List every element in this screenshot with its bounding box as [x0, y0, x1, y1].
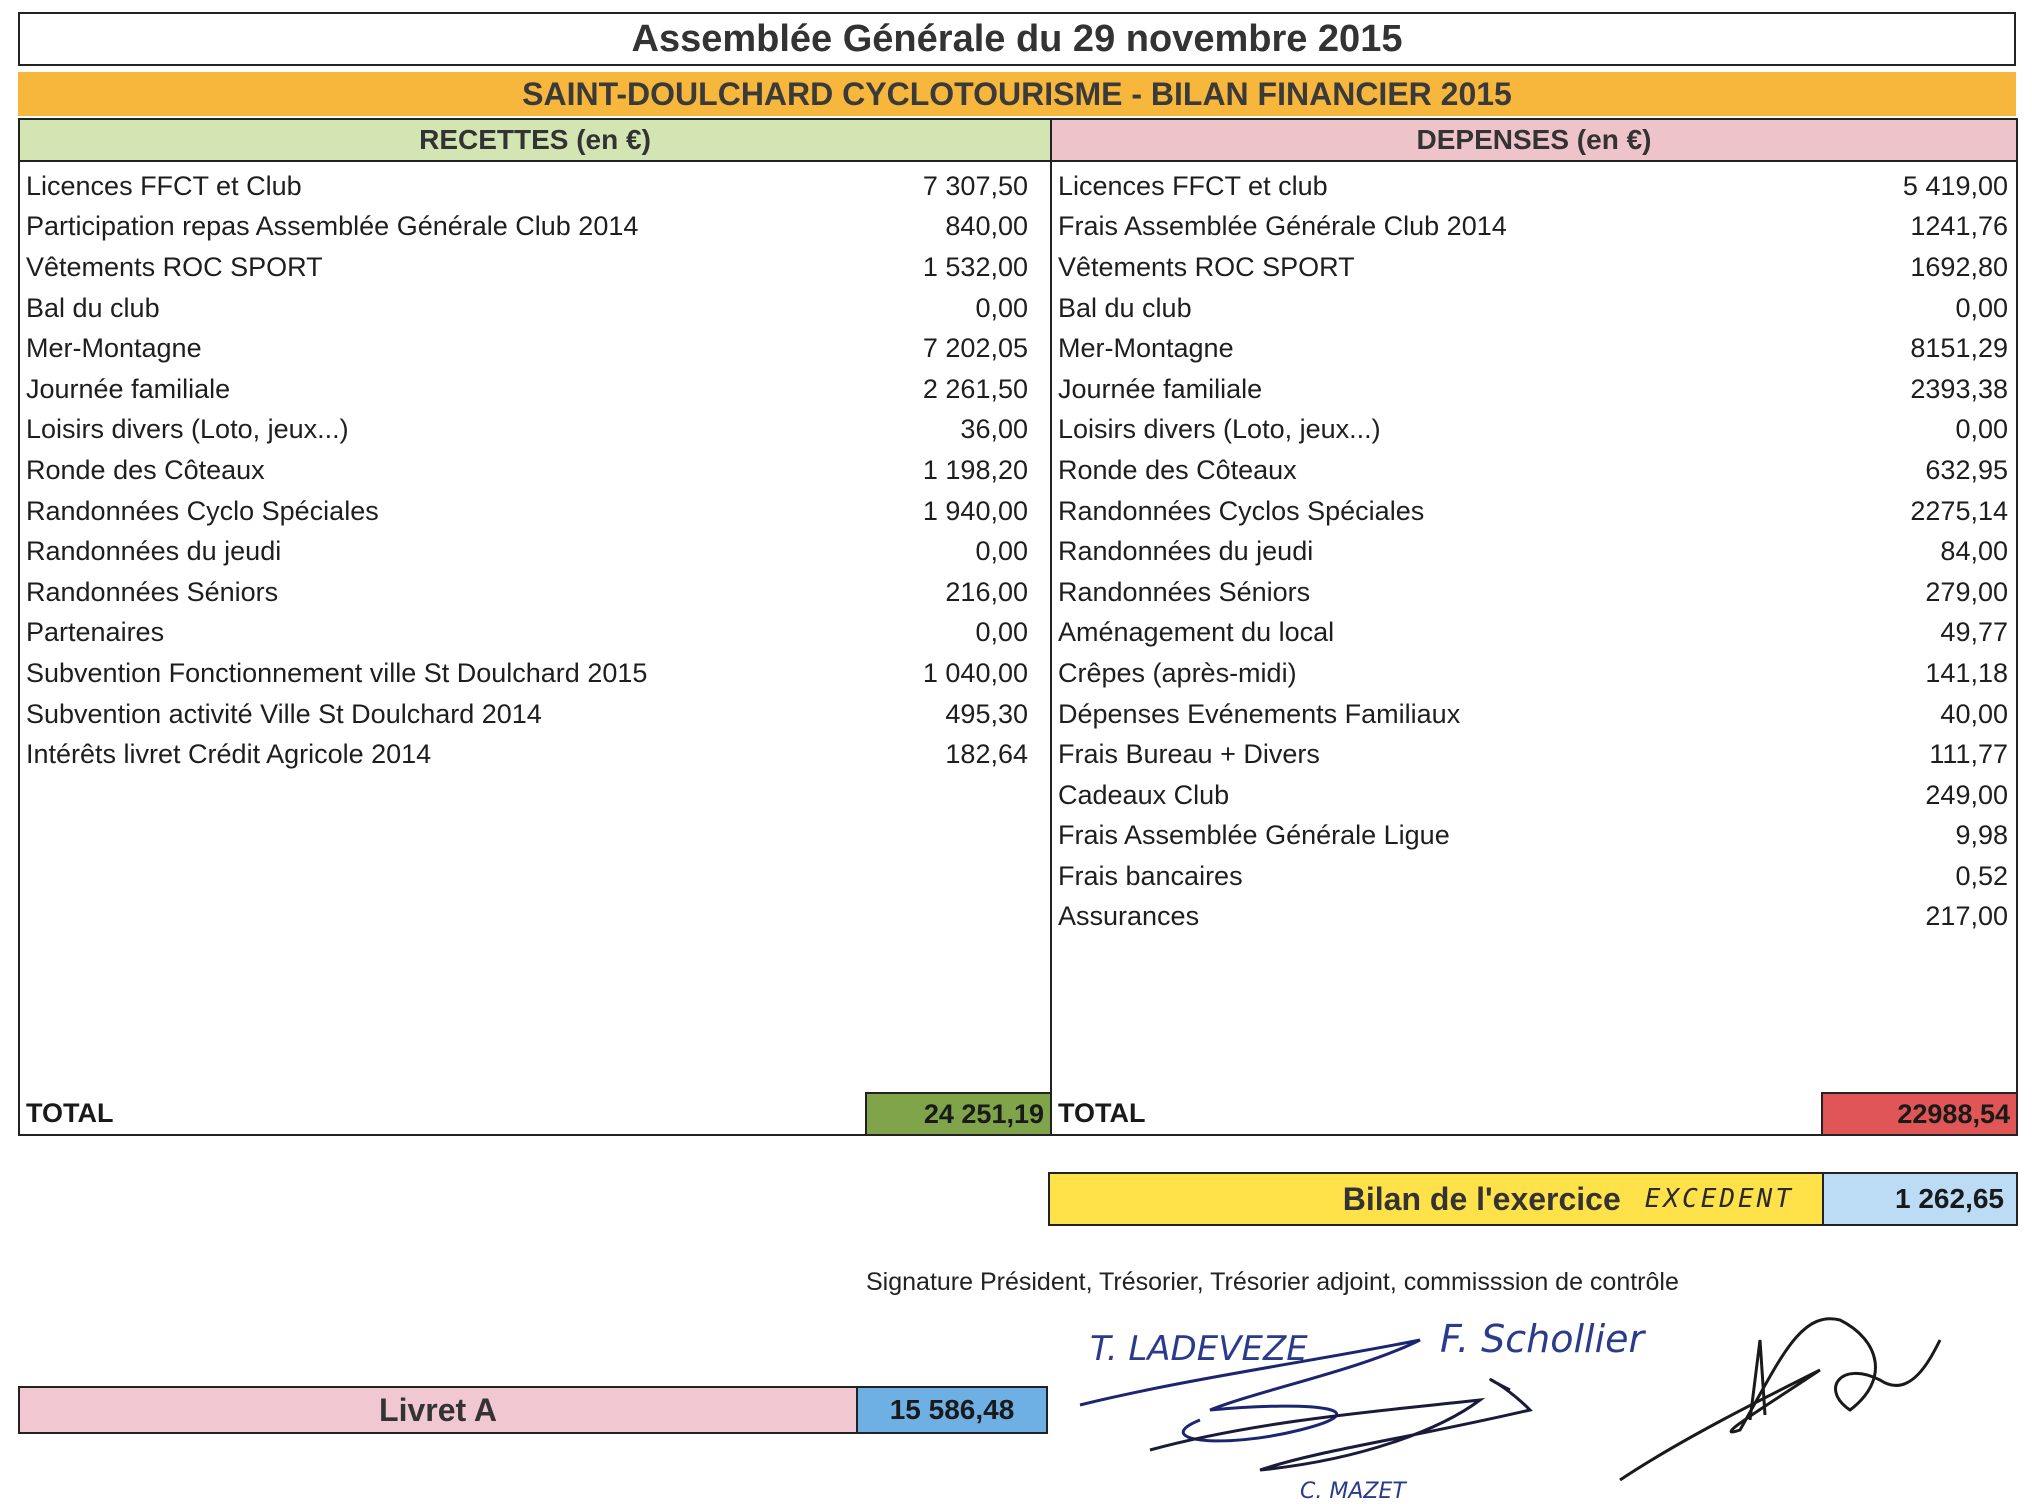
depenses-row	[1052, 166, 2016, 207]
signature-caption: Signature Président, Trésorier, Trésorier adjoint, commisssion de contrôle	[866, 1268, 1679, 1296]
recettes-row-label: Randonnées Séniors	[26, 576, 279, 607]
recettes-row	[20, 653, 1050, 694]
recettes-row-label: Bal du club	[26, 292, 160, 323]
depenses-row	[1052, 694, 2016, 735]
depenses-row-label: Assurances	[1058, 901, 1200, 932]
recettes-row-label: Vêtements ROC SPORT	[26, 251, 323, 282]
depenses-row-value: 49,77	[1940, 617, 2008, 648]
recettes-row-value: 2 261,50	[922, 373, 1028, 404]
depenses-row	[1052, 572, 2016, 613]
depenses-row-label: Dépenses Evénements Familiaux	[1058, 698, 1461, 729]
depenses-row-value: 84,00	[1940, 536, 2008, 567]
recettes-row-label: Journée familiale	[26, 373, 231, 404]
recettes-row-value: 1 940,00	[922, 495, 1028, 526]
depenses-row-label: Frais bancaires	[1058, 860, 1243, 891]
depenses-row	[1052, 328, 2016, 369]
recettes-row-label: Licences FFCT et Club	[26, 170, 302, 201]
bilan-handwritten-note: EXCEDENT	[1644, 1184, 1794, 1214]
livret-value: 15 586,48	[856, 1388, 1046, 1432]
recettes-row	[20, 207, 1050, 248]
depenses-row	[1052, 531, 2016, 572]
bilan-exercice-box	[1048, 1172, 2018, 1226]
recettes-total-value: 24 251,19	[865, 1092, 1050, 1134]
recettes-column	[20, 120, 1052, 1134]
depenses-row	[1052, 816, 2016, 857]
depenses-row-label: Frais Assemblée Générale Ligue	[1058, 820, 1450, 851]
depenses-row-label: Mer-Montagne	[1058, 333, 1234, 364]
signature-scribble-2	[1150, 1380, 1530, 1470]
depenses-heading: DEPENSES (en €)	[1052, 120, 2016, 162]
recettes-row	[20, 288, 1050, 329]
depenses-row-value: 8151,29	[1910, 333, 2008, 364]
depenses-row-value: 5 419,00	[1902, 170, 2008, 201]
recettes-row	[20, 491, 1050, 532]
recettes-row-label: Randonnées du jeudi	[26, 536, 282, 567]
depenses-row	[1052, 207, 2016, 248]
depenses-row-value: 217,00	[1925, 901, 2008, 932]
signature-name-2: F. Schollier	[1440, 1317, 1645, 1361]
recettes-row-label: Ronde des Côteaux	[26, 454, 265, 485]
bilan-label: Bilan de l'exercice	[1342, 1180, 1621, 1217]
recettes-row	[20, 531, 1050, 572]
recettes-row-value: 7 202,05	[922, 333, 1028, 364]
depenses-row-label: Journée familiale	[1058, 373, 1263, 404]
recettes-row-label: Loisirs divers (Loto, jeux...)	[26, 414, 349, 445]
signature-name-1: T. LADEVEZE	[1090, 1329, 1308, 1369]
depenses-rows	[1052, 162, 2016, 937]
recettes-total-row	[20, 1092, 1050, 1134]
depenses-row-label: Crêpes (après-midi)	[1058, 657, 1297, 688]
depenses-row	[1052, 247, 2016, 288]
recettes-row	[20, 328, 1050, 369]
depenses-row-label: Ronde des Côteaux	[1058, 454, 1297, 485]
recettes-heading: RECETTES (en €)	[20, 120, 1050, 162]
document-title: Assemblée Générale du 29 novembre 2015	[18, 12, 2016, 66]
depenses-row	[1052, 897, 2016, 938]
signature-scribble-3	[1620, 1319, 1940, 1480]
depenses-row-label: Loisirs divers (Loto, jeux...)	[1058, 414, 1381, 445]
depenses-row-value: 0,52	[1955, 860, 2008, 891]
recettes-row	[20, 734, 1050, 775]
depenses-row-label: Frais Bureau + Divers	[1058, 739, 1320, 770]
recettes-row	[20, 694, 1050, 735]
bilan-value: 1 262,65	[1822, 1174, 2016, 1224]
depenses-row-value: 249,00	[1925, 779, 2008, 810]
recettes-row-label: Subvention Fonctionnement ville St Doulchard 2015	[26, 657, 648, 688]
recettes-row-value: 840,00	[945, 211, 1028, 242]
depenses-row	[1052, 288, 2016, 329]
depenses-column	[1052, 120, 2016, 1134]
depenses-row-value: 2393,38	[1910, 373, 2008, 404]
recettes-row	[20, 166, 1050, 207]
recettes-row-value: 216,00	[945, 576, 1028, 607]
depenses-row-label: Licences FFCT et club	[1058, 170, 1328, 201]
depenses-row	[1052, 410, 2016, 451]
depenses-row-value: 1241,76	[1910, 211, 2008, 242]
recettes-row-value: 495,30	[945, 698, 1028, 729]
depenses-row-value: 279,00	[1925, 576, 2008, 607]
depenses-row-value: 632,95	[1925, 454, 2008, 485]
depenses-row-label: Randonnées Séniors	[1058, 576, 1311, 607]
depenses-row-value: 1692,80	[1910, 251, 2008, 282]
recettes-row-value: 182,64	[945, 739, 1028, 770]
recettes-row-label: Subvention activité Ville St Doulchard 2014	[26, 698, 542, 729]
depenses-row	[1052, 653, 2016, 694]
recettes-row-value: 0,00	[975, 617, 1028, 648]
recettes-row	[20, 613, 1050, 654]
depenses-row-label: Vêtements ROC SPORT	[1058, 251, 1355, 282]
depenses-row-value: 0,00	[1955, 292, 2008, 323]
document-subtitle: SAINT-DOULCHARD CYCLOTOURISME - BILAN FINANCIER 2015	[18, 72, 2016, 116]
recettes-row-label: Randonnées Cyclo Spéciales	[26, 495, 379, 526]
recettes-row	[20, 369, 1050, 410]
recettes-row	[20, 247, 1050, 288]
depenses-row-value: 40,00	[1940, 698, 2008, 729]
recettes-row-label: Mer-Montagne	[26, 333, 202, 364]
depenses-row-label: Aménagement du local	[1058, 617, 1335, 648]
depenses-total-row	[1052, 1092, 2016, 1134]
recettes-row-label: Participation repas Assemblée Générale Club 2014	[26, 211, 639, 242]
recettes-row-label: Intérêts livret Crédit Agricole 2014	[26, 739, 432, 770]
recettes-row	[20, 572, 1050, 613]
bilan-label-area	[1050, 1174, 1822, 1224]
recettes-row-value: 7 307,50	[922, 170, 1028, 201]
signatures-area	[1060, 1300, 1980, 1500]
recettes-row-value: 36,00	[960, 414, 1028, 445]
depenses-row	[1052, 369, 2016, 410]
recettes-total-label: TOTAL	[26, 1097, 114, 1128]
depenses-total-label: TOTAL	[1058, 1097, 1146, 1128]
depenses-row	[1052, 775, 2016, 816]
depenses-row	[1052, 613, 2016, 654]
recettes-row-value: 0,00	[975, 292, 1028, 323]
depenses-row-label: Bal du club	[1058, 292, 1192, 323]
depenses-row	[1052, 450, 2016, 491]
depenses-row-label: Frais Assemblée Générale Club 2014	[1058, 211, 1507, 242]
recettes-row-value: 0,00	[975, 536, 1028, 567]
signature-name-3: C. MAZET	[1300, 1479, 1406, 1500]
depenses-row-value: 9,98	[1955, 820, 2008, 851]
recettes-row-value: 1 198,20	[922, 454, 1028, 485]
financial-table	[18, 118, 2018, 1136]
depenses-row-label: Randonnées Cyclos Spéciales	[1058, 495, 1425, 526]
recettes-row-value: 1 040,00	[922, 657, 1028, 688]
depenses-row	[1052, 734, 2016, 775]
depenses-row	[1052, 856, 2016, 897]
depenses-total-value: 22988,54	[1821, 1092, 2016, 1134]
depenses-row-label: Cadeaux Club	[1058, 779, 1230, 810]
depenses-row-label: Randonnées du jeudi	[1058, 536, 1314, 567]
recettes-rows	[20, 162, 1050, 775]
depenses-row-value: 141,18	[1925, 657, 2008, 688]
recettes-row	[20, 450, 1050, 491]
recettes-row-label: Partenaires	[26, 617, 165, 648]
livret-a-box	[18, 1386, 1048, 1434]
depenses-row-value: 0,00	[1955, 414, 2008, 445]
depenses-row-value: 111,77	[1929, 739, 2008, 770]
livret-label: Livret A	[20, 1388, 856, 1432]
recettes-row-value: 1 532,00	[922, 251, 1028, 282]
depenses-row-value: 2275,14	[1910, 495, 2008, 526]
depenses-row	[1052, 491, 2016, 532]
recettes-row	[20, 410, 1050, 451]
